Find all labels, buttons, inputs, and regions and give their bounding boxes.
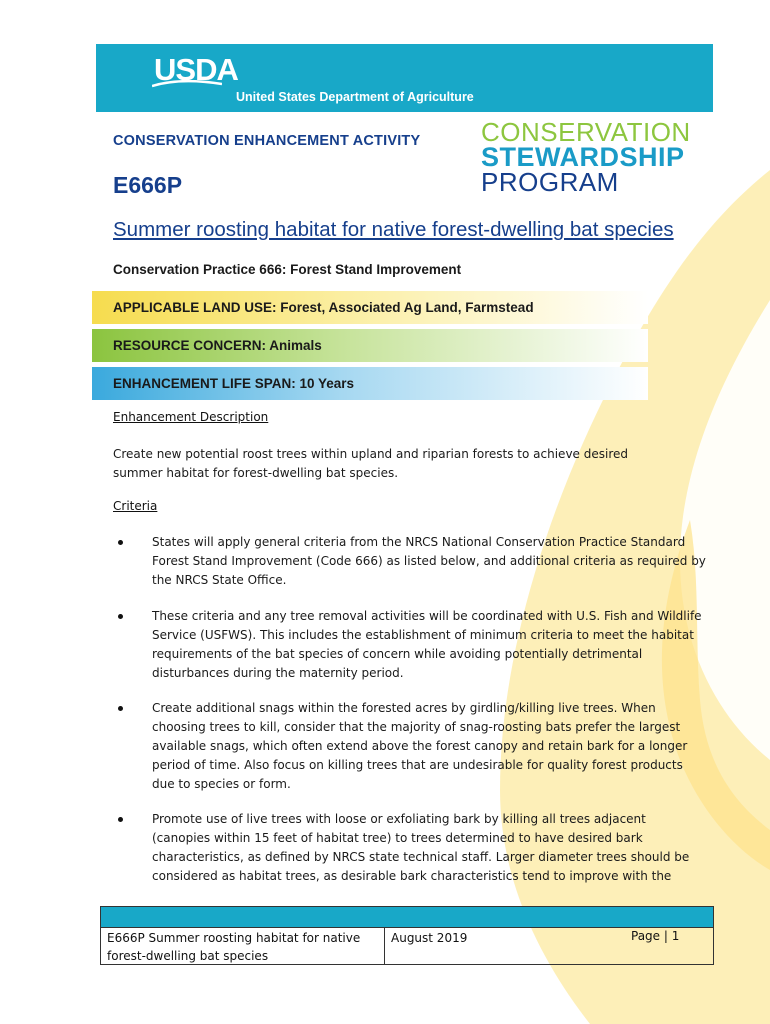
footer-date: August 2019 [391, 931, 468, 945]
usda-logo: USDA [154, 52, 238, 87]
usda-header-banner [96, 44, 713, 112]
bullet-icon [118, 614, 123, 619]
resource-concern-band: RESOURCE CONCERN: Animals [92, 329, 648, 362]
csp-logo-line1: CONSERVATION [481, 117, 691, 147]
criteria-item: States will apply general criteria from the NRCS National Conservation Practice Standard Forest Stand Improvement (Code 666) as listed below, and additional criteria as required by the NRCS State Office. [152, 535, 706, 587]
criteria-heading: Criteria [113, 499, 158, 513]
footer-page-number: Page | 1 [631, 929, 680, 943]
bullet-icon [118, 817, 123, 822]
land-use-band: APPLICABLE LAND USE: Forest, Associated Ag Land, Farmstead [92, 291, 648, 324]
description-heading: Enhancement Description [113, 410, 269, 424]
page-title: Summer roosting habitat for native forest-dwelling bat species [113, 218, 674, 241]
page-footer [100, 906, 714, 965]
criteria-item: Create additional snags within the forested acres by girdling/killing live trees. When choosing trees to kill, consider that the majority of snag-roosting bats prefer the largest available snags, which often extend above the forest canopy and retain bark for a longer period of time. Also focus on killing trees that are undesirable for quality forest products due to species or form. [152, 701, 688, 791]
csp-program-logo [481, 117, 691, 197]
activity-label: CONSERVATION ENHANCEMENT ACTIVITY [113, 133, 421, 149]
life-span-band: ENHANCEMENT LIFE SPAN: 10 Years [92, 367, 648, 400]
criteria-item: These criteria and any tree removal activities will be coordinated with U.S. Fish and Wildlife Service (USFWS). This includes the establishment of minimum criteria to meet the habitat requirements of the bat species of concern while avoiding potentially detrimental disturbances during the maternity period. [152, 609, 702, 680]
practice-line: Conservation Practice 666: Forest Stand Improvement [113, 262, 462, 277]
csp-logo-line2: STEWARDSHIP [481, 142, 685, 172]
department-name: United States Department of Agriculture [236, 90, 474, 104]
footer-doc-title: E666P Summer roosting habitat for native forest-dwelling bat species [101, 928, 385, 965]
usda-swoosh-icon [152, 80, 222, 88]
footer-color-bar [101, 907, 713, 928]
criteria-item: Promote use of live trees with loose or exfoliating bark by killing all trees adjacent (canopies within 15 feet of habitat tree) to trees determined to have desired bark characteristics, as defined by NRCS state technical staff. Larger diameter trees should be considered as habitat trees, as desirable bark characteristics tend to improve with the [152, 812, 690, 883]
description-text: Create new potential roost trees within upland and riparian forests to achieve desired summer habitat for forest-dwelling bat species. [113, 447, 628, 480]
bullet-icon [118, 706, 123, 711]
csp-logo-line3: PROGRAM [481, 167, 619, 197]
activity-code: E666P [113, 172, 183, 198]
bullet-icon [118, 540, 123, 545]
